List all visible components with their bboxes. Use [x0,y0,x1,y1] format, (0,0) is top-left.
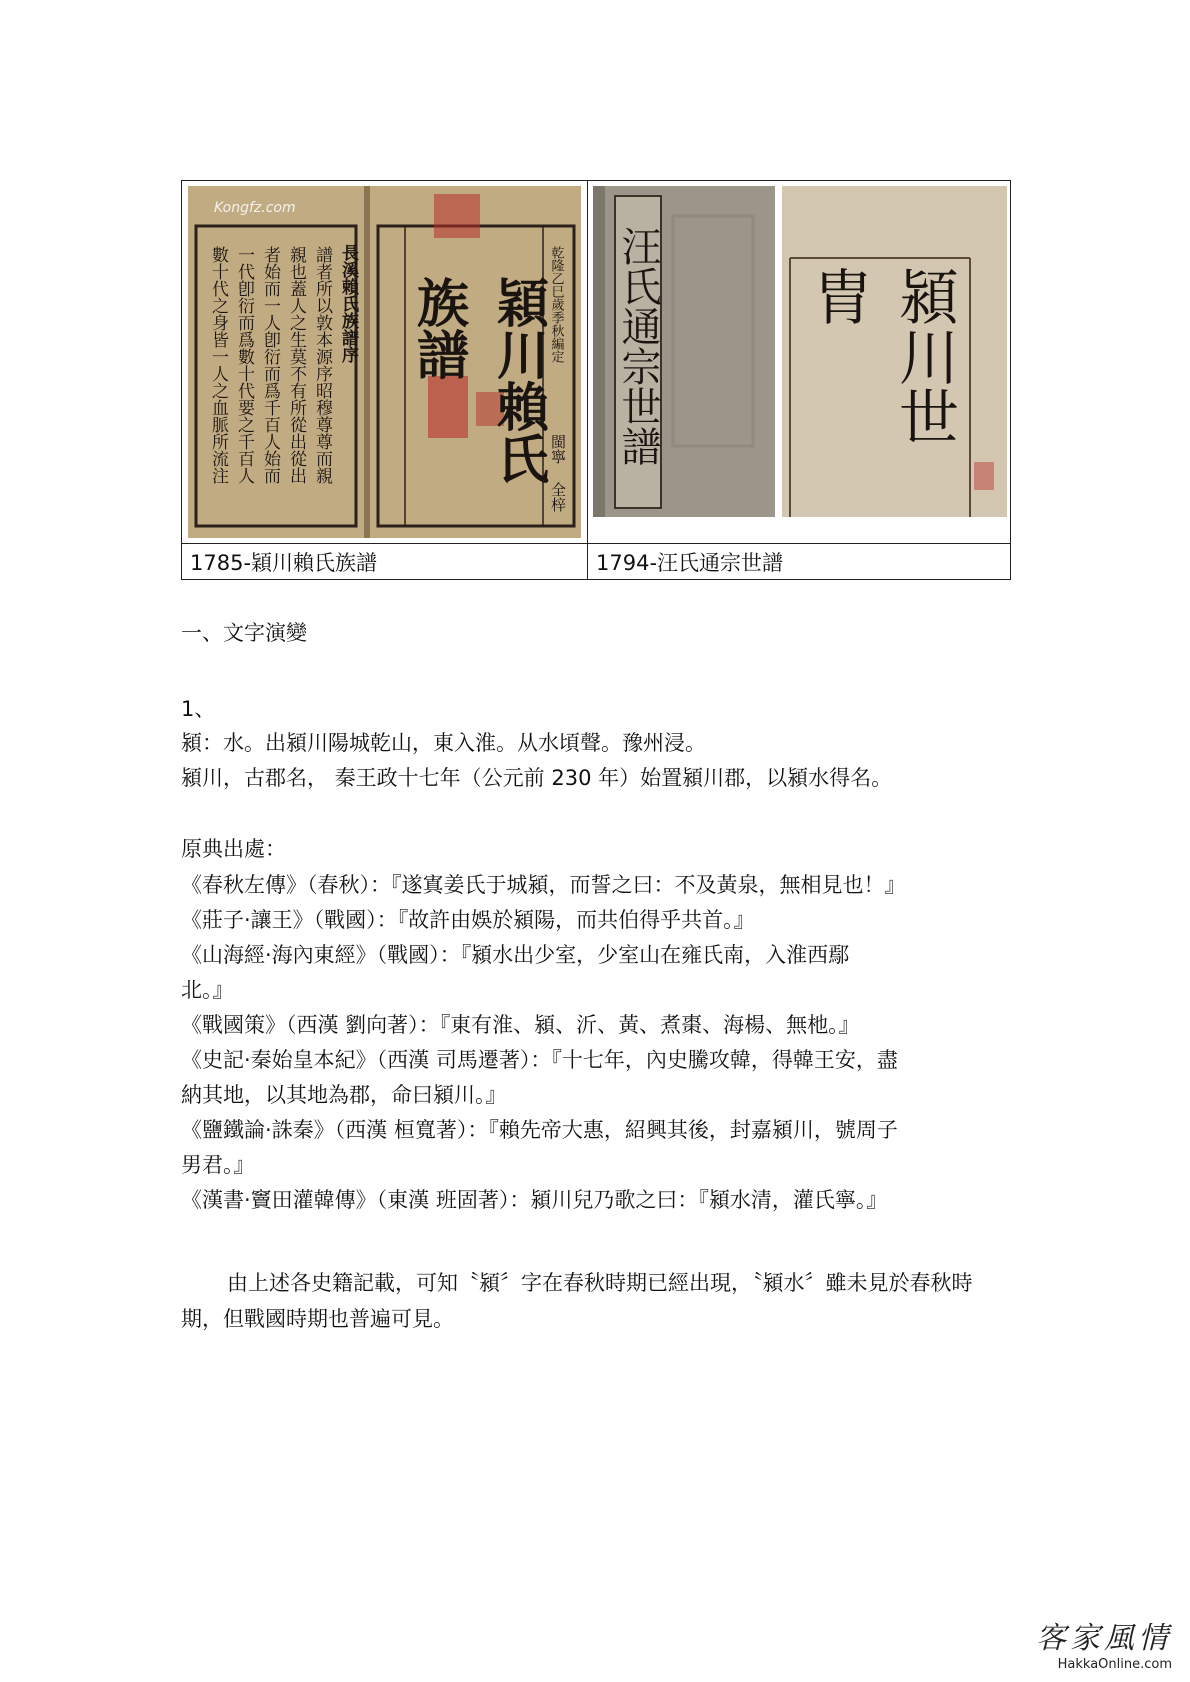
preface-column: 數十代之身皆一人之血脈所流注 [208,246,228,484]
source-line [181,1150,255,1180]
sources-label: 原典出處： [181,837,286,861]
source-quote: 潁川兒乃歌之曰：『潁水清，灌氏寧。』 [530,1188,888,1212]
source-line [181,1010,860,1040]
source-quote: 『潁水出少室，少室山在雍氏南，入淮西鄢 [460,943,850,967]
table-divider-horizontal [182,543,1010,544]
photo-yingchuan-genealogy [782,186,1007,517]
source-title: 《鹽鐵論·誅秦》（西漢 桓寬著）： [181,1118,489,1142]
caption-left: 1785-穎川賴氏族譜 [190,551,378,575]
source-line [181,1115,898,1145]
source-title: 《漢書·竇田灌韓傳》（東漢 班固著）： [181,1188,531,1212]
source-quote: 『遂寘姜氏于城潁，而誓之曰：不及黃泉，無相見也！』 [391,873,906,897]
source-title: 《山海經·海內東經》（戰國）： [181,943,461,967]
source-line [181,1080,507,1110]
preface-column: 者始而一人卽衍而爲千百人始而 [260,246,280,484]
section-heading: 一、文字演變 [181,621,307,645]
photo-laishi-genealogy [188,186,581,538]
book3-col-right: 潁川世 [889,266,959,446]
caption-right: 1794-汪氏通宗世譜 [596,551,784,575]
photo-wangshi-genealogy [593,186,775,517]
book1-title-big: 穎川賴氏 [487,276,549,484]
source-line [181,1045,898,1075]
source-title: 《春秋左傳》（春秋）： [181,873,391,897]
book1-preface-columns [208,245,333,484]
source-line [181,1185,887,1215]
book1-title-small: 族譜 [407,276,469,380]
source-line [181,940,849,970]
item-number: 1、 [181,697,216,721]
source-line [181,905,755,935]
book1-edition: 乾隆乙巳歲季秋編定 [548,246,564,363]
figure-table [181,180,1011,580]
book2-title: 汪氏通宗世譜 [615,226,661,466]
book1-preface-title: 長溪賴氏族譜序 [338,244,358,363]
source-title: 《戰國策》（西漢 劉向著）： [181,1013,440,1037]
commandery-line: 潁川，古郡名， 秦王政十七年（公元前 230 年）始置潁川郡，以潁水得名。 [181,766,893,790]
book3-col-left: 胄 [803,266,873,326]
source-quote: 『賴先帝大惠，紹興其後，封嘉潁川，號周子 [488,1118,898,1142]
source-quote: 納其地，以其地為郡，命曰潁川。』 [181,1083,507,1107]
watermark-text: Kongfz.com [214,200,296,216]
source-title: 《莊子·讓王》（戰國）： [181,908,398,932]
source-quote: 北。』 [181,978,234,1002]
conclusion-paragraph: 由上述各史籍記載，可知〝潁〞字在春秋時期已經出現，〝潁水〞雖未見於春秋時期，但戰國時期也普遍可見。 [181,1271,973,1331]
preface-column: 譜者所以敦本源序昭穆尊尊而親 [312,246,332,484]
preface-column: 親也蓋人之生莫不有所從出從出 [286,246,306,484]
source-quote: 『東有淮、潁、沂、黃、煮棗、海楊、無杝。』 [439,1013,860,1037]
brand-logo-text: 客家風情 [1036,1621,1172,1656]
preface-column: 一代卽衍而爲數十代要之千百人 [234,246,254,484]
source-quote: 男君。』 [181,1153,255,1177]
source-line [181,975,234,1005]
source-quote: 『故許由娛於潁陽，而共伯得乎共首。』 [397,908,755,932]
source-title: 《史記·秦始皇本紀》（西漢 司馬遷著）： [181,1048,552,1072]
source-quote: 『十七年，內史騰攻韓，得韓王安，盡 [551,1048,898,1072]
book1-publisher: 閩寧 [549,434,567,464]
definition-line: 潁：水。出潁川陽城乾山，東入淮。从水頃聲。豫州浸。 [181,731,706,755]
table-divider-vertical [587,181,588,579]
brand-url: HakkaOnline.com [1057,1657,1172,1672]
book1-publisher-sub: 全梓 [549,482,567,512]
site-brand [1036,1613,1172,1672]
source-line [181,870,906,900]
